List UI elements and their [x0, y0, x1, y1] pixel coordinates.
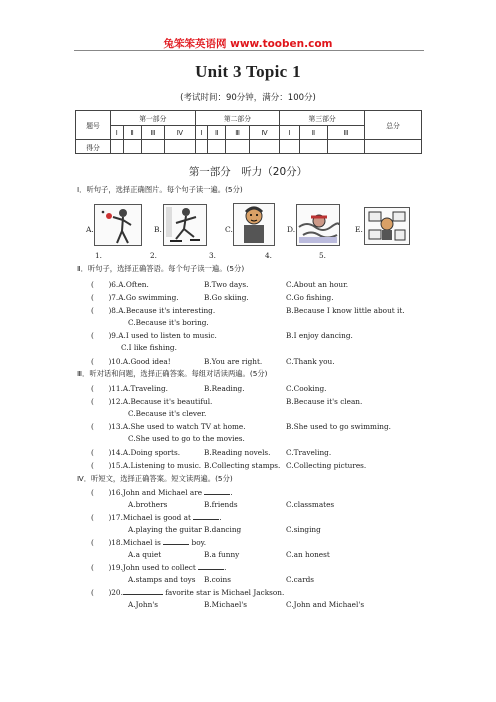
question-6: ( )6.A.Often.: [91, 280, 149, 289]
option-b: B.dancing: [204, 525, 242, 534]
picture-d-swimming[interactable]: [296, 204, 340, 246]
answer-blank[interactable]: [193, 519, 219, 520]
header-divider: [74, 50, 424, 51]
total-header: 总分: [365, 111, 422, 140]
option-b: B.Reading novels.: [204, 448, 271, 457]
option-b: B.She used to go swimming.: [286, 422, 391, 431]
option-c: C.Go fishing.: [286, 293, 334, 302]
question-20: [91, 588, 284, 598]
question-tail: .: [230, 488, 233, 497]
question-text: ( )16.John and Michael are: [91, 488, 203, 497]
question-tail: boy.: [191, 538, 207, 547]
picture-label-c: C.: [225, 225, 233, 234]
picture-label-e: E.: [355, 225, 363, 234]
score-cell[interactable]: [299, 140, 327, 154]
score-cell[interactable]: [249, 140, 279, 154]
answer-number: 4.: [265, 251, 272, 260]
question-19: [91, 563, 226, 573]
question-text: ( )18.Michael is: [91, 538, 161, 547]
part-1-header: 第一部分: [111, 111, 196, 126]
option-c: C.About an hour.: [286, 280, 349, 289]
score-cell[interactable]: [208, 140, 226, 154]
score-cell[interactable]: [280, 140, 300, 154]
answer-number: 3.: [209, 251, 216, 260]
question-18: [91, 538, 206, 548]
part2-col: Ⅱ: [208, 126, 226, 140]
answer-blank[interactable]: [163, 544, 189, 545]
question-14: ( )14.A.Doing sports.: [91, 448, 181, 457]
option-a: A.a quiet: [128, 550, 162, 559]
part-2-header: 第二部分: [195, 111, 280, 126]
answer-blank[interactable]: [123, 594, 163, 595]
part-3-header: 第三部分: [280, 111, 365, 126]
section-1-heading: Ⅰ．听句子，选择正确图片。每个句子读一遍。(5分): [77, 185, 243, 194]
option-b: B.Two days.: [204, 280, 249, 289]
option-b: B.a funny: [204, 550, 240, 559]
row-header-label: 题号: [76, 111, 111, 140]
score-cell[interactable]: [365, 140, 422, 154]
picture-b-skating[interactable]: [163, 204, 207, 246]
option-a: A.playing the guitar: [128, 525, 202, 534]
option-a: A.John's: [128, 600, 159, 609]
option-c: C.She used to go to the movies.: [128, 434, 245, 443]
score-cell[interactable]: [226, 140, 250, 154]
option-c: C.I like fishing.: [121, 343, 177, 352]
answer-blank[interactable]: [204, 494, 230, 495]
option-c: C.Traveling.: [286, 448, 332, 457]
answer-blank[interactable]: [198, 569, 224, 570]
answer-number: 5.: [319, 251, 326, 260]
option-b: B.coins: [204, 575, 231, 584]
option-c: C.singing: [286, 525, 321, 534]
option-c: C.Because it's boring.: [128, 318, 209, 327]
question-text: ( )17.Michael is good at: [91, 513, 191, 522]
picture-label-a: A.: [86, 225, 94, 234]
question-tail: .: [224, 563, 227, 572]
page-title: Unit 3 Topic 1: [195, 62, 301, 81]
score-cell[interactable]: [165, 140, 195, 154]
picture-e-collecting[interactable]: [364, 207, 410, 245]
part3-col: Ⅲ: [328, 126, 365, 140]
picture-label-d: D.: [287, 225, 296, 234]
part1-col: Ⅲ: [141, 126, 165, 140]
question-9: ( )9.A.I used to listen to music.: [91, 331, 217, 340]
question-17: [91, 513, 222, 523]
part1-col: Ⅳ: [165, 126, 195, 140]
question-15: ( )15.A.Listening to music.: [91, 461, 202, 470]
option-c: C.Thank you.: [286, 357, 335, 366]
option-c: C.an honest: [286, 550, 330, 559]
option-c: C.Collecting pictures.: [286, 461, 367, 470]
picture-label-b: B.: [154, 225, 162, 234]
part1-col: Ⅰ: [111, 126, 124, 140]
option-b: B.Michael's: [204, 600, 248, 609]
option-b: B.You are right.: [204, 357, 263, 366]
picture-a-table-tennis[interactable]: [94, 204, 142, 246]
score-cell[interactable]: [141, 140, 165, 154]
option-b: B.friends: [204, 500, 238, 509]
question-text: ( )20.: [91, 588, 123, 597]
option-b: B.Go skiing.: [204, 293, 249, 302]
section-2-heading: Ⅱ．听句子，选择正确答语。每个句子读一遍。(5分): [77, 264, 245, 273]
question-7: ( )7.A.Go swimming.: [91, 293, 179, 302]
part2-col: Ⅲ: [226, 126, 250, 140]
answer-number: 2.: [150, 251, 157, 260]
part2-col: Ⅰ: [195, 126, 208, 140]
site-header-link[interactable]: 兔笨笨英语网 www.tooben.com: [163, 38, 333, 50]
option-c: C.John and Michael's: [286, 600, 365, 609]
score-table: [75, 110, 422, 154]
question-11: ( )11.A.Traveling.: [91, 384, 168, 393]
question-12: ( )12.A.Because it's beautiful.: [91, 397, 213, 406]
score-cell[interactable]: [111, 140, 124, 154]
picture-c-man-speaking[interactable]: [233, 203, 275, 246]
part3-col: Ⅰ: [280, 126, 300, 140]
question-10: ( )10.A.Good idea!: [91, 357, 171, 366]
option-b: B.Reading.: [204, 384, 245, 393]
question-16: [91, 488, 233, 498]
section-3-heading: Ⅲ．听对话和问题，选择正确答案。每组对话读两遍。(5分): [77, 369, 268, 378]
option-a: A.brothers: [128, 500, 168, 509]
section-4-heading: Ⅳ．听短文，选择正确答案。短文读两遍。(5分): [77, 474, 233, 483]
question-tail: .: [219, 513, 222, 522]
part1-col: Ⅱ: [123, 126, 141, 140]
question-text: ( )19.John used to collect: [91, 563, 196, 572]
option-c: C.cards: [286, 575, 314, 584]
option-c: C.Cooking.: [286, 384, 327, 393]
option-b: B.Because I know little about it.: [286, 306, 405, 315]
option-b: B.I enjoy dancing.: [286, 331, 353, 340]
section-title-listening: 第一部分 听力（20分）: [188, 166, 308, 178]
answer-number: 1.: [95, 251, 102, 260]
score-cell[interactable]: [123, 140, 141, 154]
option-a: A.stamps and toys: [128, 575, 196, 584]
score-cell[interactable]: [328, 140, 365, 154]
part2-col: Ⅳ: [249, 126, 279, 140]
score-cell[interactable]: [195, 140, 208, 154]
option-b: B.Collecting stamps.: [204, 461, 281, 470]
exam-subtitle: (考试时间：90分钟，满分：100分): [180, 93, 316, 103]
question-8: ( )8.A.Because it's interesting.: [91, 306, 216, 315]
question-13: ( )13.A.She used to watch TV at home.: [91, 422, 246, 431]
score-row-label: 得分: [76, 140, 111, 154]
option-b: B.Because it's clean.: [286, 397, 363, 406]
option-c: C.classmates: [286, 500, 335, 509]
part3-col: Ⅱ: [299, 126, 327, 140]
option-c: C.Because it's clever.: [128, 409, 207, 418]
question-tail: favorite star is Michael Jackson.: [165, 588, 285, 597]
